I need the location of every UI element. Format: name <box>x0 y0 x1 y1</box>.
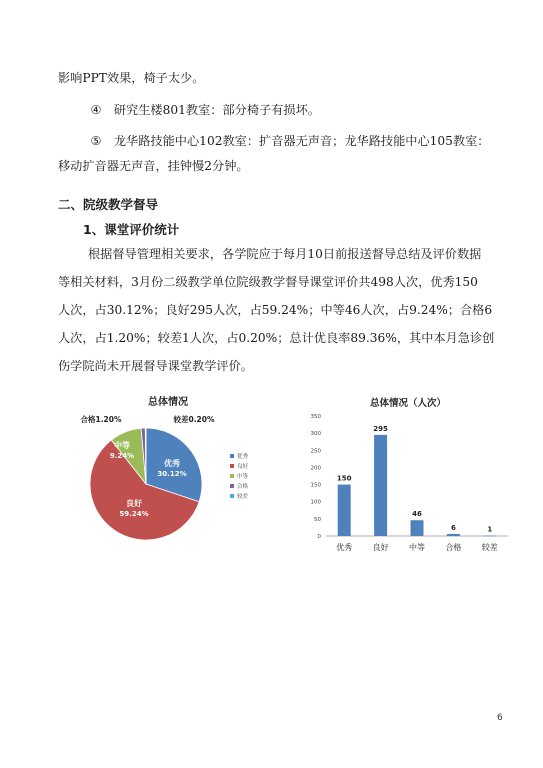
pie-legend <box>230 452 249 500</box>
y-tick-label: 350 <box>310 414 321 420</box>
x-tick-label: 合格 <box>445 543 462 552</box>
y-tick-label: 50 <box>314 516 321 523</box>
bar-data-label: 46 <box>412 510 422 519</box>
pie-label-percent: 59.24% <box>119 510 149 518</box>
item-number: ④ <box>90 103 102 117</box>
pie-label-category: 良好 <box>126 499 142 508</box>
bar-chart <box>296 394 516 564</box>
y-tick-label: 100 <box>310 499 321 506</box>
text-line-top: 影响PPT效果，椅子太少。 <box>58 71 205 85</box>
y-tick-label: 150 <box>310 482 321 489</box>
legend-swatch <box>230 454 234 458</box>
bar-data-label: 1 <box>487 525 493 534</box>
pie-label-percent: 30.12% <box>157 470 187 478</box>
bar-data-label: 295 <box>373 424 388 433</box>
page-number: 6 <box>497 713 503 723</box>
y-tick-label: 250 <box>310 448 321 455</box>
bar-1 <box>338 485 351 536</box>
paragraph-line-3: 人次，占30.12%；良好295人次，占59.24%；中等46人次，占9.24%；合格6 <box>58 303 493 317</box>
paragraph-line-4: 人次，占1.20%；较差1人次，占0.20%；总计优良率89.36%，其中本月急诊创 <box>58 331 495 345</box>
bar-data-label: 6 <box>450 523 456 532</box>
bar-2 <box>374 435 387 536</box>
pie-label: 较差0.20% <box>173 415 215 424</box>
pie-label: 合格1.20% <box>80 415 122 424</box>
bar-5 <box>483 536 496 537</box>
legend-label: 较差 <box>237 494 249 500</box>
bar-marks <box>337 425 496 536</box>
legend-swatch <box>230 494 234 498</box>
pie-label-category: 中等 <box>114 441 130 450</box>
legend-swatch <box>230 464 234 468</box>
legend-label: 良好 <box>237 464 249 470</box>
x-tick-label: 较差 <box>481 543 498 552</box>
paragraph-line-2: 等相关材料，3月份二级教学单位院级教学督导课堂评价共498人次，优秀150 <box>58 275 478 289</box>
section-title: 二、院级教学督导 <box>58 197 159 212</box>
y-tick-label: 200 <box>310 465 321 472</box>
y-tick-label: 300 <box>310 431 321 438</box>
paragraph-line-1: 根据督导管理相关要求，各学院应于每月10日前报送督导总结及评价数据 <box>88 247 482 261</box>
pie-label-category: 优秀 <box>164 459 180 468</box>
bar-chart-title: 总体情况（人次） <box>369 398 447 409</box>
list-item-4 <box>88 102 320 118</box>
legend-label: 优秀 <box>237 454 249 460</box>
x-tick-label: 优秀 <box>336 543 353 552</box>
bar-data-label: 150 <box>336 474 352 483</box>
pie-chart-title: 总体情况 <box>148 397 188 408</box>
legend-label: 合格 <box>237 484 249 490</box>
item-text: 研究生楼801教室：部分椅子有损坏。 <box>113 103 320 117</box>
bar-4 <box>447 534 460 536</box>
pie-slices <box>90 428 202 540</box>
list-item-5 <box>88 133 489 149</box>
legend-swatch <box>230 474 234 478</box>
bar-3 <box>411 520 424 536</box>
x-tick-label: 良好 <box>372 543 389 552</box>
pie-label-percent: 9.24% <box>109 452 135 460</box>
pie-chart <box>78 392 288 552</box>
paragraph-line-5: 伤学院尚未开展督导课堂教学评价。 <box>58 359 253 373</box>
x-tick-label: 中等 <box>409 543 425 552</box>
item-text: 龙华路技能中心102教室：扩音器无声音；龙华路技能中心105教室： <box>113 134 490 148</box>
legend-label: 中等 <box>237 474 249 480</box>
y-tick-label: 0 <box>317 534 321 540</box>
subsection-title: 1、课堂评价统计 <box>83 222 180 237</box>
item-number: ⑤ <box>90 134 102 148</box>
legend-swatch <box>230 484 234 488</box>
list-item-5-continuation: 移动扩音器无声音，挂钟慢2分钟。 <box>58 159 249 173</box>
